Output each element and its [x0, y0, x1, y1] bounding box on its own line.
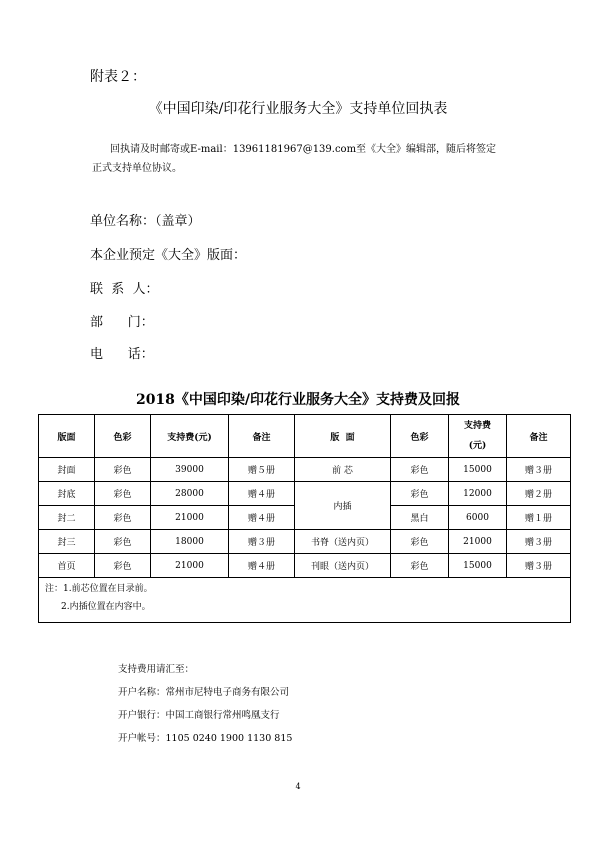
- header-cell: 色彩: [95, 415, 151, 458]
- intro-line-2: 正式支持单位协议。: [92, 163, 182, 174]
- table-cell: 6000: [449, 506, 507, 530]
- table-cell: 18000: [151, 530, 229, 554]
- table-cell: 12000: [449, 482, 507, 506]
- table-cell: 赠３册: [507, 554, 571, 578]
- table-cell: 21000: [151, 506, 229, 530]
- appendix-label: 附表２：: [90, 69, 146, 85]
- table-row: [39, 482, 571, 506]
- intro-line-1: 回执请及时邮寄或E-mail：13961181967@139.com至《大全》编辑部，随后将签定: [110, 144, 497, 155]
- table-cell: 赠３册: [507, 458, 571, 482]
- edition-field: 本企业预定《大全》版面：: [90, 248, 247, 263]
- form-title: 《中国印染/印花行业服务大全》支持单位回执表: [148, 101, 448, 117]
- table-cell: 彩色: [95, 482, 151, 506]
- contact-field: 联 系 人：: [90, 282, 159, 297]
- table-cell: 15000: [449, 458, 507, 482]
- table-cell: 首页: [39, 554, 95, 578]
- table-cell: 赠３册: [507, 530, 571, 554]
- table-cell: 封面: [39, 458, 95, 482]
- bank-name: 开户银行：中国工商银行常州鸣凰支行: [118, 710, 280, 721]
- intro-paragraph: [92, 140, 512, 178]
- payment-heading: 支持费用请汇至：: [118, 664, 195, 675]
- table-cell: 彩色: [95, 458, 151, 482]
- phone-field: 电 话：: [90, 347, 154, 362]
- table-cell: 赠４册: [229, 554, 295, 578]
- table-cell: 封底: [39, 482, 95, 506]
- table-cell: 彩色: [391, 482, 449, 506]
- table-row: [39, 458, 571, 482]
- table-cell: 21000: [151, 554, 229, 578]
- table-notes-row: [39, 578, 571, 623]
- header-cell: 色彩: [391, 415, 449, 458]
- support-fee-table: [38, 414, 571, 623]
- table-cell: 15000: [449, 554, 507, 578]
- table-cell: 封二: [39, 506, 95, 530]
- page-number: 4: [295, 782, 301, 791]
- table-cell: 赠４册: [229, 506, 295, 530]
- header-cell: 支持费(元): [151, 415, 229, 458]
- header-cell: 版 面: [295, 415, 391, 458]
- table-notes: [39, 578, 571, 623]
- header-cell: 支持费 (元): [449, 415, 507, 458]
- header-cell: 备注: [229, 415, 295, 458]
- table-cell: 刊眼（送内页）: [295, 554, 391, 578]
- table-cell: 21000: [449, 530, 507, 554]
- table-cell: 彩色: [391, 530, 449, 554]
- table-cell: 封三: [39, 530, 95, 554]
- table-cell: 28000: [151, 482, 229, 506]
- header-cell: 备注: [507, 415, 571, 458]
- table-header-row: [39, 415, 571, 458]
- table-cell: 黑白: [391, 506, 449, 530]
- unit-name-field: 单位名称：（盖章）: [90, 214, 201, 229]
- table-cell: 赠３册: [229, 530, 295, 554]
- table-cell: 赠４册: [229, 482, 295, 506]
- table-cell: 39000: [151, 458, 229, 482]
- note-line-1: 注：1.前芯位置在目录前。: [45, 584, 153, 594]
- table-cell: 彩色: [95, 554, 151, 578]
- department-field: 部 门：: [90, 315, 154, 330]
- table-title: 2018《中国印染/印花行业服务大全》支持费及回报: [135, 392, 461, 408]
- header-cell: 版面: [39, 415, 95, 458]
- account-name: 开户名称：常州市尼特电子商务有限公司: [118, 687, 290, 698]
- table-row: [39, 554, 571, 578]
- table-cell: 赠１册: [507, 506, 571, 530]
- table-cell: 赠５册: [229, 458, 295, 482]
- payment-info: [118, 658, 292, 750]
- table-cell: 彩色: [95, 530, 151, 554]
- account-number: 开户帐号：1105 0240 1900 1130 815: [118, 733, 293, 744]
- table-row: [39, 530, 571, 554]
- table-cell: 彩色: [391, 458, 449, 482]
- table-cell: 彩色: [391, 554, 449, 578]
- table-cell: 彩色: [95, 506, 151, 530]
- table-cell: 书脊（送内页）: [295, 530, 391, 554]
- table-cell-insert: 内插: [295, 482, 391, 530]
- note-line-2: 2.内插位置在内容中。: [61, 602, 151, 612]
- table-cell: 前 芯: [295, 458, 391, 482]
- table-cell: 赠２册: [507, 482, 571, 506]
